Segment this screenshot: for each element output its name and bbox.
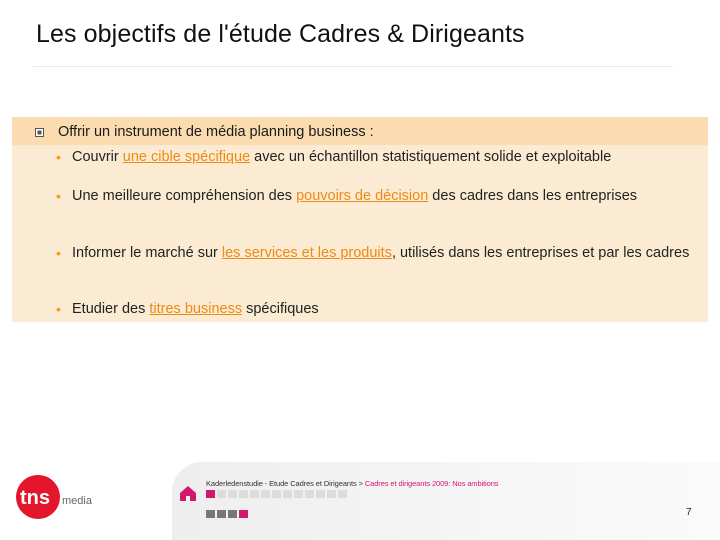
progress-squares [206,490,347,498]
list-item: • Couvrir une cible spécifique avec un échantillon statistiquement solide et exploitable [56,149,612,165]
nav-square[interactable] [217,510,226,518]
list-item: • Etudier des titres business spécifiques [56,301,319,317]
svg-text:tns: tns [20,487,50,509]
highlight-link: pouvoirs de décision [296,188,429,204]
bullet-dot-icon: • [56,188,61,204]
nav-square[interactable] [338,490,347,498]
nav-square[interactable] [239,510,248,518]
panel-header [12,117,708,145]
nav-square[interactable] [294,490,303,498]
nav-square[interactable] [228,510,237,518]
nav-square[interactable] [217,490,226,498]
highlight-link: les services et les produits [221,245,392,261]
panel-heading: Offrir un instrument de média planning business : [58,124,374,140]
bullet-dot-icon: • [56,245,61,261]
highlight-link: une cible spécifique [122,149,251,165]
nav-square[interactable] [316,490,325,498]
nav-square[interactable] [283,490,292,498]
nav-square[interactable] [305,490,314,498]
nav-square[interactable] [228,490,237,498]
breadcrumb [206,479,498,488]
square-bullet-icon [35,128,44,137]
slide-title: Les objectifs de l'étude Cadres & Dirigeants [36,20,525,48]
nav-square[interactable] [239,490,248,498]
tns-media-logo [8,468,98,528]
highlight-link: titres business [149,301,243,317]
objectives-panel [12,117,708,322]
title-divider [33,66,673,67]
list-item: • Informer le marché sur les services et les produits, utilisés dans les entreprises et par les cadres [56,245,690,261]
nav-square[interactable] [206,490,215,498]
nav-square[interactable] [261,490,270,498]
breadcrumb-current[interactable]: Cadres et dirigeants 2009: Nos ambitions [364,479,499,488]
bullet-dot-icon: • [56,149,61,165]
section-squares [206,510,248,518]
nav-square[interactable] [206,510,215,518]
nav-square[interactable] [327,490,336,498]
breadcrumb-main: Kaderledenstudie - Etude Cadres et Dirigeants > [206,479,365,488]
page-number: 7 [686,507,692,518]
nav-square[interactable] [250,490,259,498]
footer-bar [172,462,720,540]
list-item: • Une meilleure compréhension des pouvoirs de décision des cadres dans les entreprises [56,188,638,204]
svg-text:media: media [62,495,92,507]
home-icon[interactable] [178,483,198,503]
nav-square[interactable] [272,490,281,498]
bullet-dot-icon: • [56,301,61,317]
